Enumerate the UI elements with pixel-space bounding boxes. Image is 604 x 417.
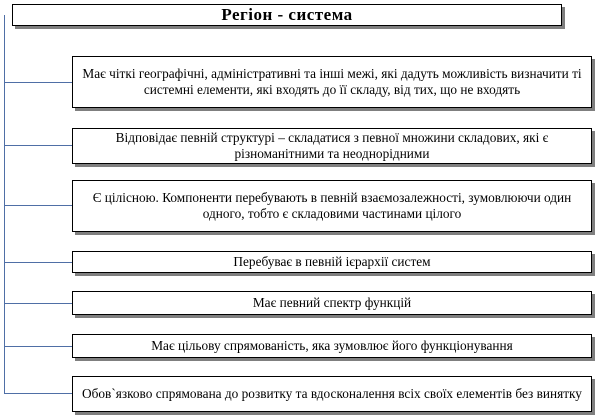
connector-5	[4, 303, 72, 304]
connector-7	[4, 393, 72, 394]
connector-6	[4, 346, 72, 347]
property-box-3	[72, 180, 592, 232]
property-text-3: Є цілісною. Компоненти перебувають в певній взаємозалежності, зумовлюючи один одного, тобто є складовими частинами цілого	[92, 190, 572, 221]
connector-2	[4, 145, 72, 146]
property-text-1: Має чіткі географічні, адміністративні та інші межі, які дадуть можливість визначити ті системні елементи, які входять до її складу, від тих, що не входять	[82, 66, 582, 97]
connector-1	[4, 82, 72, 83]
property-text-5: Має певний спектр функцій	[252, 295, 412, 310]
property-text-7: Обов`язково спрямована до розвитку та вдосконалення всіх своїх елементів без винятку	[82, 386, 582, 401]
diagram-spine-line	[4, 15, 5, 393]
diagram-title	[12, 4, 562, 26]
property-box-1	[72, 56, 592, 108]
property-box-7	[72, 376, 592, 412]
property-box-6	[72, 334, 592, 358]
connector-4	[4, 262, 72, 263]
property-text-4: Перебуває в певній ієрархії систем	[233, 254, 431, 269]
property-box-5	[72, 291, 592, 315]
property-box-2	[72, 128, 592, 164]
property-text-2: Відповідає певній структурі – складатися з певної множини складових, які є різноманітними та неоднорідними	[115, 130, 549, 161]
property-text-6: Має цільову спрямованість, яка зумовлює його функціонування	[151, 338, 513, 353]
diagram-title-text: Регіон - система	[221, 5, 353, 24]
connector-3	[4, 205, 72, 206]
property-box-4	[72, 251, 592, 273]
